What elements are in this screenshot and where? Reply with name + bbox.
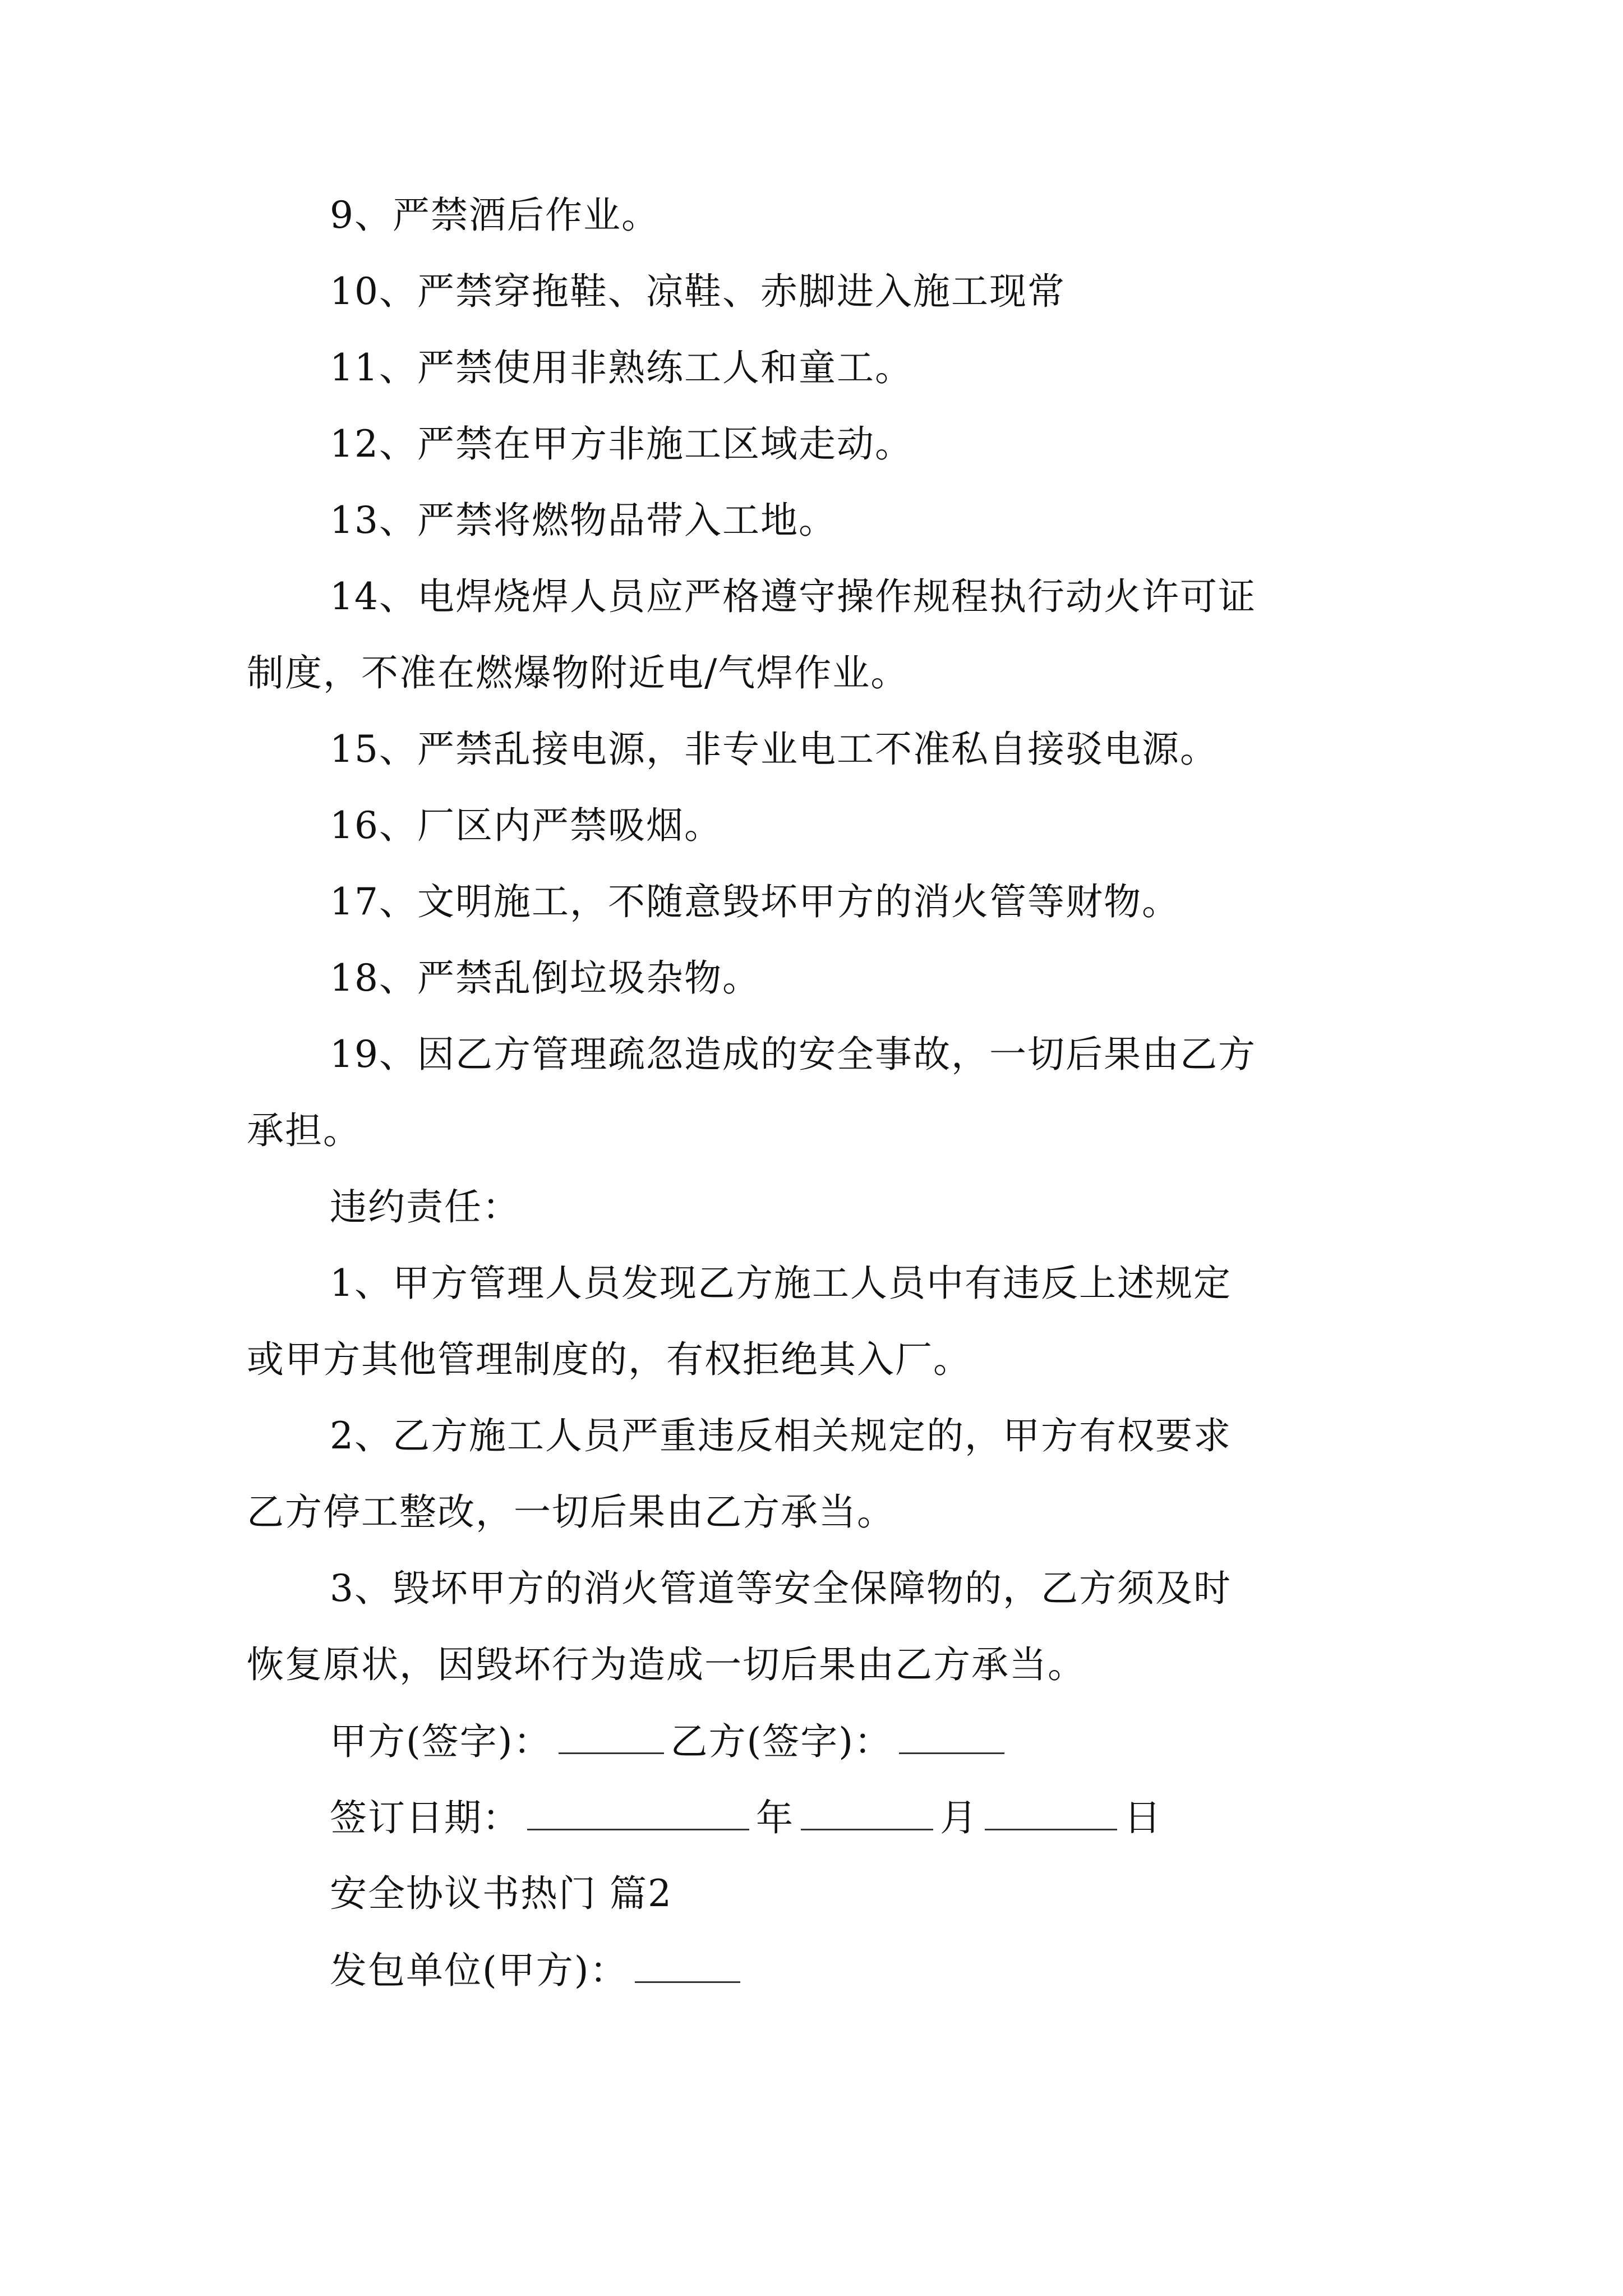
day-blank[interactable] [985,1795,1117,1830]
sign-date-label: 签订日期： [330,1796,520,1839]
liability-heading: 违约责任： [330,1185,520,1228]
rule-11: 11、严禁使用非熟练工人和童工。 [330,346,913,389]
party-a-signature-label: 甲方(签字)： [330,1720,552,1763]
section-2-title: 安全协议书热门 篇2 [330,1872,672,1915]
party-b-signature-blank[interactable] [899,1719,1004,1754]
rule-19-continued: 承担。 [247,1109,361,1152]
client-label: 发包单位(甲方)： [330,1949,628,1992]
rule-12: 12、严禁在甲方非施工区域走动。 [330,422,913,466]
rule-15: 15、严禁乱接电源，非专业电工不准私自接驳电源。 [330,728,1218,771]
liability-3: 3、毁坏甲方的消火管道等安全保障物的，乙方须及时 [330,1567,1232,1610]
liability-3-continued: 恢复原状，因毁坏行为造成一切后果由乙方承当。 [247,1643,1086,1686]
rule-18: 18、严禁乱倒垃圾杂物。 [330,956,760,1000]
party-b-signature-label: 乙方(签字)： [670,1720,892,1763]
rule-10: 10、严禁穿拖鞋、凉鞋、赤脚进入施工现常 [330,270,1066,313]
liability-1-continued: 或甲方其他管理制度的，有权拒绝其入厂。 [247,1338,971,1381]
sign-date-line [330,1795,1162,1841]
liability-2: 2、乙方施工人员严重违反相关规定的，甲方有权要求 [330,1414,1232,1457]
rule-14-continued: 制度，不准在燃爆物附近电/气焊作业。 [247,651,909,694]
day-label: 日 [1124,1796,1162,1839]
party-a-signature-blank[interactable] [559,1719,664,1754]
client-line [330,1948,747,1993]
liability-2-continued: 乙方停工整改，一切后果由乙方承当。 [247,1490,895,1534]
rule-17: 17、文明施工，不随意毁坏甲方的消火管等财物。 [330,880,1180,923]
client-blank[interactable] [635,1948,740,1983]
month-blank[interactable] [801,1795,933,1830]
rule-14: 14、电焊烧焊人员应严格遵守操作规程执行动火许可证 [330,575,1256,618]
month-label: 月 [940,1796,978,1839]
signature-line [330,1719,1011,1764]
year-blank[interactable] [527,1795,749,1830]
rule-9: 9、严禁酒后作业。 [330,194,660,237]
rule-13: 13、严禁将燃物品带入工地。 [330,499,837,542]
rule-16: 16、厂区内严禁吸烟。 [330,804,722,847]
liability-1: 1、甲方管理人员发现乙方施工人员中有违反上述规定 [330,1262,1232,1305]
year-label: 年 [756,1796,794,1839]
rule-19: 19、因乙方管理疏忽造成的安全事故，一切后果由乙方 [330,1033,1256,1076]
